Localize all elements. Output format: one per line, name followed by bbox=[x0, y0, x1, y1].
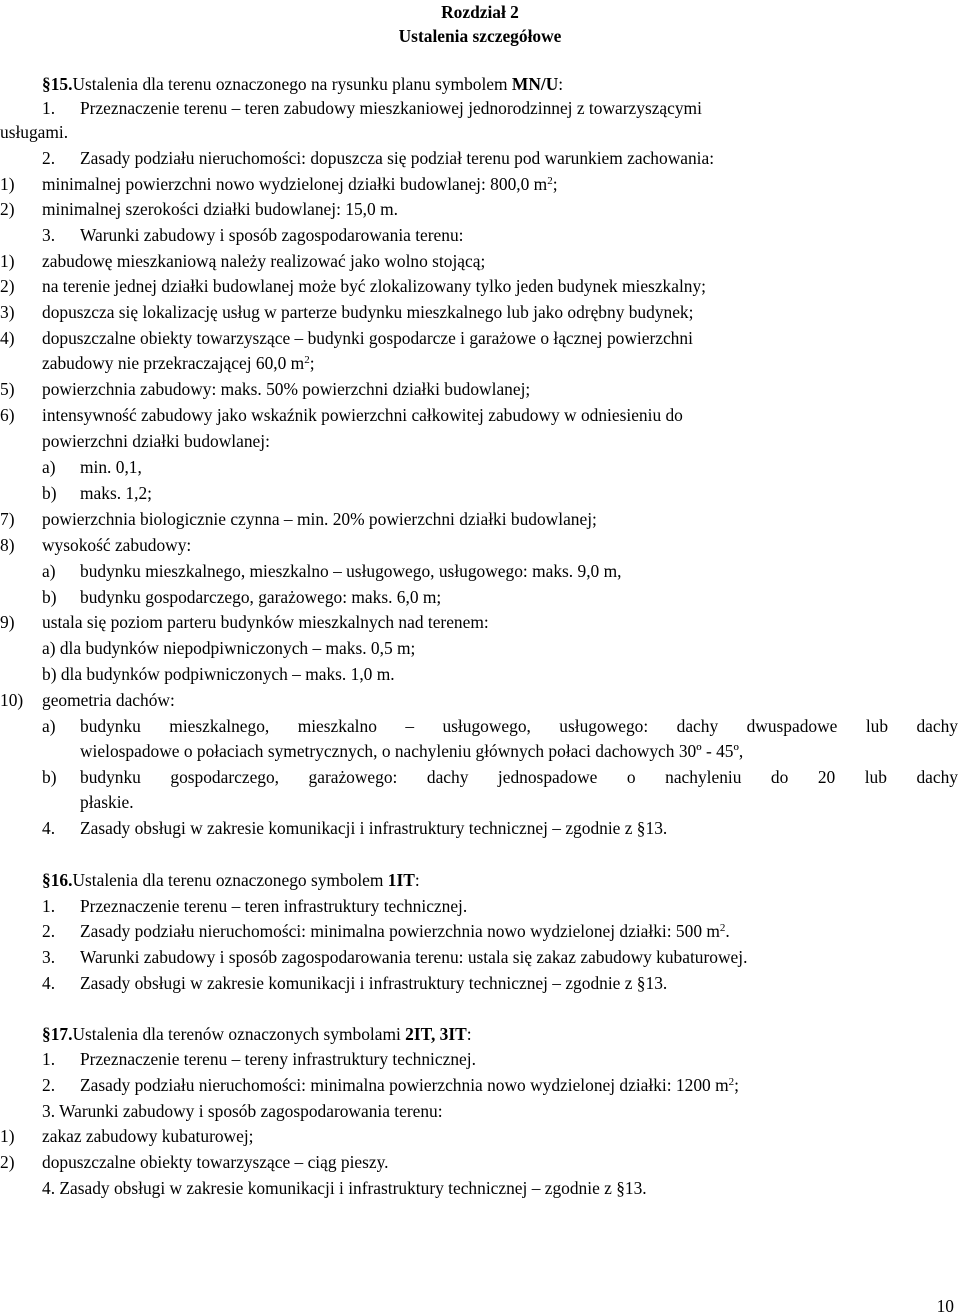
s15-point-4 bbox=[42, 818, 668, 838]
item-number: 5) bbox=[0, 379, 15, 399]
s15-p1-text: Przeznaczenie terenu – teren zabudowy mieszkaniowej jednorodzinnej z towarzyszącymi bbox=[80, 98, 702, 118]
item-text: dopuszczalne obiekty towarzyszące – ciąg pieszy. bbox=[42, 1152, 389, 1172]
item-end: ; bbox=[309, 353, 315, 373]
subitem-text: maks. 1,2; bbox=[80, 483, 152, 503]
point-text: Zasady obsługi w zakresie komunikacji i infrastruktury technicznej – zgodnie z §13. bbox=[80, 973, 668, 993]
s15-p2-number: 2. bbox=[42, 148, 56, 168]
point-number: 1. bbox=[42, 1049, 56, 1069]
s15-p2-item-2-text: minimalnej szerokości działki budowlanej: 15,0 m. bbox=[42, 199, 398, 219]
section-16-colon: : bbox=[414, 870, 420, 890]
subitem-text: min. 0,1, bbox=[80, 457, 142, 477]
subitem-text: budynku gospodarczego, garażowego: dachy jednospadowe o nachyleniu do 20 lub dachy bbox=[80, 767, 958, 787]
item-number: 7) bbox=[0, 509, 15, 529]
s15-item-9b: b) dla budynków podpiwniczonych – maks. 1,0 m. bbox=[42, 664, 395, 684]
item-number: 1) bbox=[0, 251, 15, 271]
item-number: 2) bbox=[0, 1152, 15, 1172]
s15-item-6-continuation: powierzchni działki budowlanej: bbox=[42, 431, 270, 451]
s15-item-4-continuation bbox=[42, 353, 315, 373]
section-15-number: §15. bbox=[42, 74, 73, 94]
item-text: dopuszcza się lokalizację usług w parterze budynku mieszkalnego lub jako odrębny budynek; bbox=[42, 302, 694, 322]
item-number: 10) bbox=[0, 690, 24, 710]
s15-item-10a-continuation: wielospadowe o połaciach symetrycznych, o nachyleniu głównych połaci dachowych 30º - 45º, bbox=[80, 741, 744, 761]
section-16-heading bbox=[42, 870, 420, 890]
section-17-heading-text: Ustalenia dla terenów oznaczonych symbolami bbox=[72, 1024, 406, 1044]
subitem-letter: a) bbox=[42, 716, 56, 736]
item-number: 6) bbox=[0, 405, 15, 425]
section-15-heading bbox=[42, 74, 563, 94]
section-15-colon: : bbox=[558, 74, 564, 94]
item-text: intensywność zabudowy jako wskaźnik powierzchni całkowitej zabudowy w odniesieniu do bbox=[42, 405, 683, 425]
s16-point-3 bbox=[42, 947, 748, 967]
s15-item-9a: a) dla budynków niepodpiwniczonych – maks. 0,5 m; bbox=[42, 638, 416, 658]
section-17-colon: : bbox=[466, 1024, 472, 1044]
s15-p2-item-2-number: 2) bbox=[0, 199, 15, 219]
s15-p4-text: Zasady obsługi w zakresie komunikacji i infrastruktury technicznej – zgodnie z §13. bbox=[80, 818, 668, 838]
s15-p2-text: Zasady podziału nieruchomości: dopuszcza się podział terenu pod warunkiem zachowania: bbox=[80, 148, 715, 168]
subitem-text: budynku mieszkalnego, mieszkalno – usługowego, usługowego: maks. 9,0 m, bbox=[80, 561, 622, 581]
point-number: 2. bbox=[42, 1075, 56, 1095]
superscript: 2 bbox=[719, 922, 726, 934]
s17-point-2 bbox=[42, 1075, 739, 1095]
s16-point-1 bbox=[42, 896, 468, 916]
section-17-number: §17. bbox=[42, 1024, 73, 1044]
section-16-symbol: 1IT bbox=[387, 870, 415, 890]
section-17-symbol: 2IT, 3IT bbox=[405, 1024, 467, 1044]
s15-point-2 bbox=[42, 148, 715, 168]
point-number: 1. bbox=[42, 896, 56, 916]
item-number: 9) bbox=[0, 612, 15, 632]
s15-point-1 bbox=[42, 98, 702, 118]
item-text: geometria dachów: bbox=[42, 690, 175, 710]
point-number: 4. bbox=[42, 973, 56, 993]
point-number: 2. bbox=[42, 921, 56, 941]
page-number: 10 bbox=[936, 1296, 954, 1316]
item-text: wysokość zabudowy: bbox=[42, 535, 192, 555]
item-text: ustala się poziom parteru budynków mieszkalnych nad terenem: bbox=[42, 612, 489, 632]
point-text: Zasady podziału nieruchomości: minimalna powierzchnia nowo wydzielonej działki: 500 m bbox=[80, 921, 720, 941]
item-number: 2) bbox=[0, 276, 15, 296]
section-16-heading-text: Ustalenia dla terenu oznaczonego symbolem bbox=[72, 870, 388, 890]
s15-point-3 bbox=[42, 225, 464, 245]
s16-point-2 bbox=[42, 921, 730, 941]
section-17-heading bbox=[42, 1024, 472, 1044]
item-text: zabudowy nie przekraczającej 60,0 m bbox=[42, 353, 305, 373]
subitem-letter: a) bbox=[42, 457, 56, 477]
s15-p2-item-1-end: ; bbox=[552, 174, 558, 194]
chapter-subtitle: Ustalenia szczegółowe bbox=[398, 26, 562, 46]
superscript: 2 bbox=[547, 175, 553, 187]
point-end: ; bbox=[734, 1075, 739, 1095]
s15-p1-number: 1. bbox=[42, 98, 56, 118]
item-text: zakaz zabudowy kubaturowej; bbox=[42, 1126, 254, 1146]
subitem-letter: a) bbox=[42, 561, 56, 581]
point-text: Przeznaczenie terenu – teren infrastruktury technicznej. bbox=[80, 896, 468, 916]
item-number: 1) bbox=[0, 1126, 15, 1146]
item-number: 4) bbox=[0, 328, 15, 348]
superscript: 2 bbox=[304, 354, 310, 366]
item-text: powierzchnia biologicznie czynna – min. 20% powierzchni działki budowlanej; bbox=[42, 509, 597, 529]
point-text: Zasady podziału nieruchomości: minimalna powierzchnia nowo wydzielonej działki: 1200 m bbox=[80, 1075, 729, 1095]
subitem-text: budynku gospodarczego, garażowego: maks. 6,0 m; bbox=[80, 587, 442, 607]
chapter-title: Rozdział 2 bbox=[441, 2, 519, 22]
subitem-letter: b) bbox=[42, 483, 57, 503]
point-number: 3. bbox=[42, 947, 56, 967]
s15-p3-text: Warunki zabudowy i sposób zagospodarowania terenu: bbox=[80, 225, 464, 245]
subitem-text: budynku mieszkalnego, mieszkalno – usługowego, usługowego: dachy dwuspadowe lub dachy bbox=[80, 716, 958, 736]
s17-point-4: 4. Zasady obsługi w zakresie komunikacji i infrastruktury technicznej – zgodnie z §13. bbox=[42, 1178, 647, 1198]
item-text: na terenie jednej działki budowlanej może być zlokalizowany tylko jeden budynek mieszkalny; bbox=[42, 276, 707, 296]
s15-p4-number: 4. bbox=[42, 818, 56, 838]
s16-point-4 bbox=[42, 973, 668, 993]
s17-point-3: 3. Warunki zabudowy i sposób zagospodarowania terenu: bbox=[42, 1101, 443, 1121]
s15-p2-item-1-text: minimalnej powierzchni nowo wydzielonej działki budowlanej: 800,0 m bbox=[42, 174, 548, 194]
subitem-letter: b) bbox=[42, 767, 57, 787]
point-text: Przeznaczenie terenu – tereny infrastruktury technicznej. bbox=[80, 1049, 476, 1069]
point-text: Warunki zabudowy i sposób zagospodarowania terenu: ustala się zakaz zabudowy kubaturowej. bbox=[80, 947, 748, 967]
item-text: zabudowę mieszkaniową należy realizować jako wolno stojącą; bbox=[42, 251, 486, 271]
s15-p3-number: 3. bbox=[42, 225, 56, 245]
item-number: 8) bbox=[0, 535, 15, 555]
item-text: powierzchnia zabudowy: maks. 50% powierzchni działki budowlanej; bbox=[42, 379, 531, 399]
s15-p2-item-1-number: 1) bbox=[0, 174, 15, 194]
subitem-letter: b) bbox=[42, 587, 57, 607]
s17-point-1 bbox=[42, 1049, 476, 1069]
section-15-heading-text: Ustalenia dla terenu oznaczonego na rysunku planu symbolem bbox=[72, 74, 512, 94]
item-number: 3) bbox=[0, 302, 15, 322]
item-text: dopuszczalne obiekty towarzyszące – budynki gospodarcze i garażowe o łącznej powierzchni bbox=[42, 328, 693, 348]
point-end: . bbox=[725, 921, 730, 941]
section-15-symbol: MN/U bbox=[511, 74, 559, 94]
s15-p1-continuation: usługami. bbox=[0, 122, 69, 142]
superscript: 2 bbox=[728, 1076, 735, 1088]
s15-item-10b-continuation: płaskie. bbox=[80, 792, 134, 812]
section-16-number: §16. bbox=[42, 870, 73, 890]
